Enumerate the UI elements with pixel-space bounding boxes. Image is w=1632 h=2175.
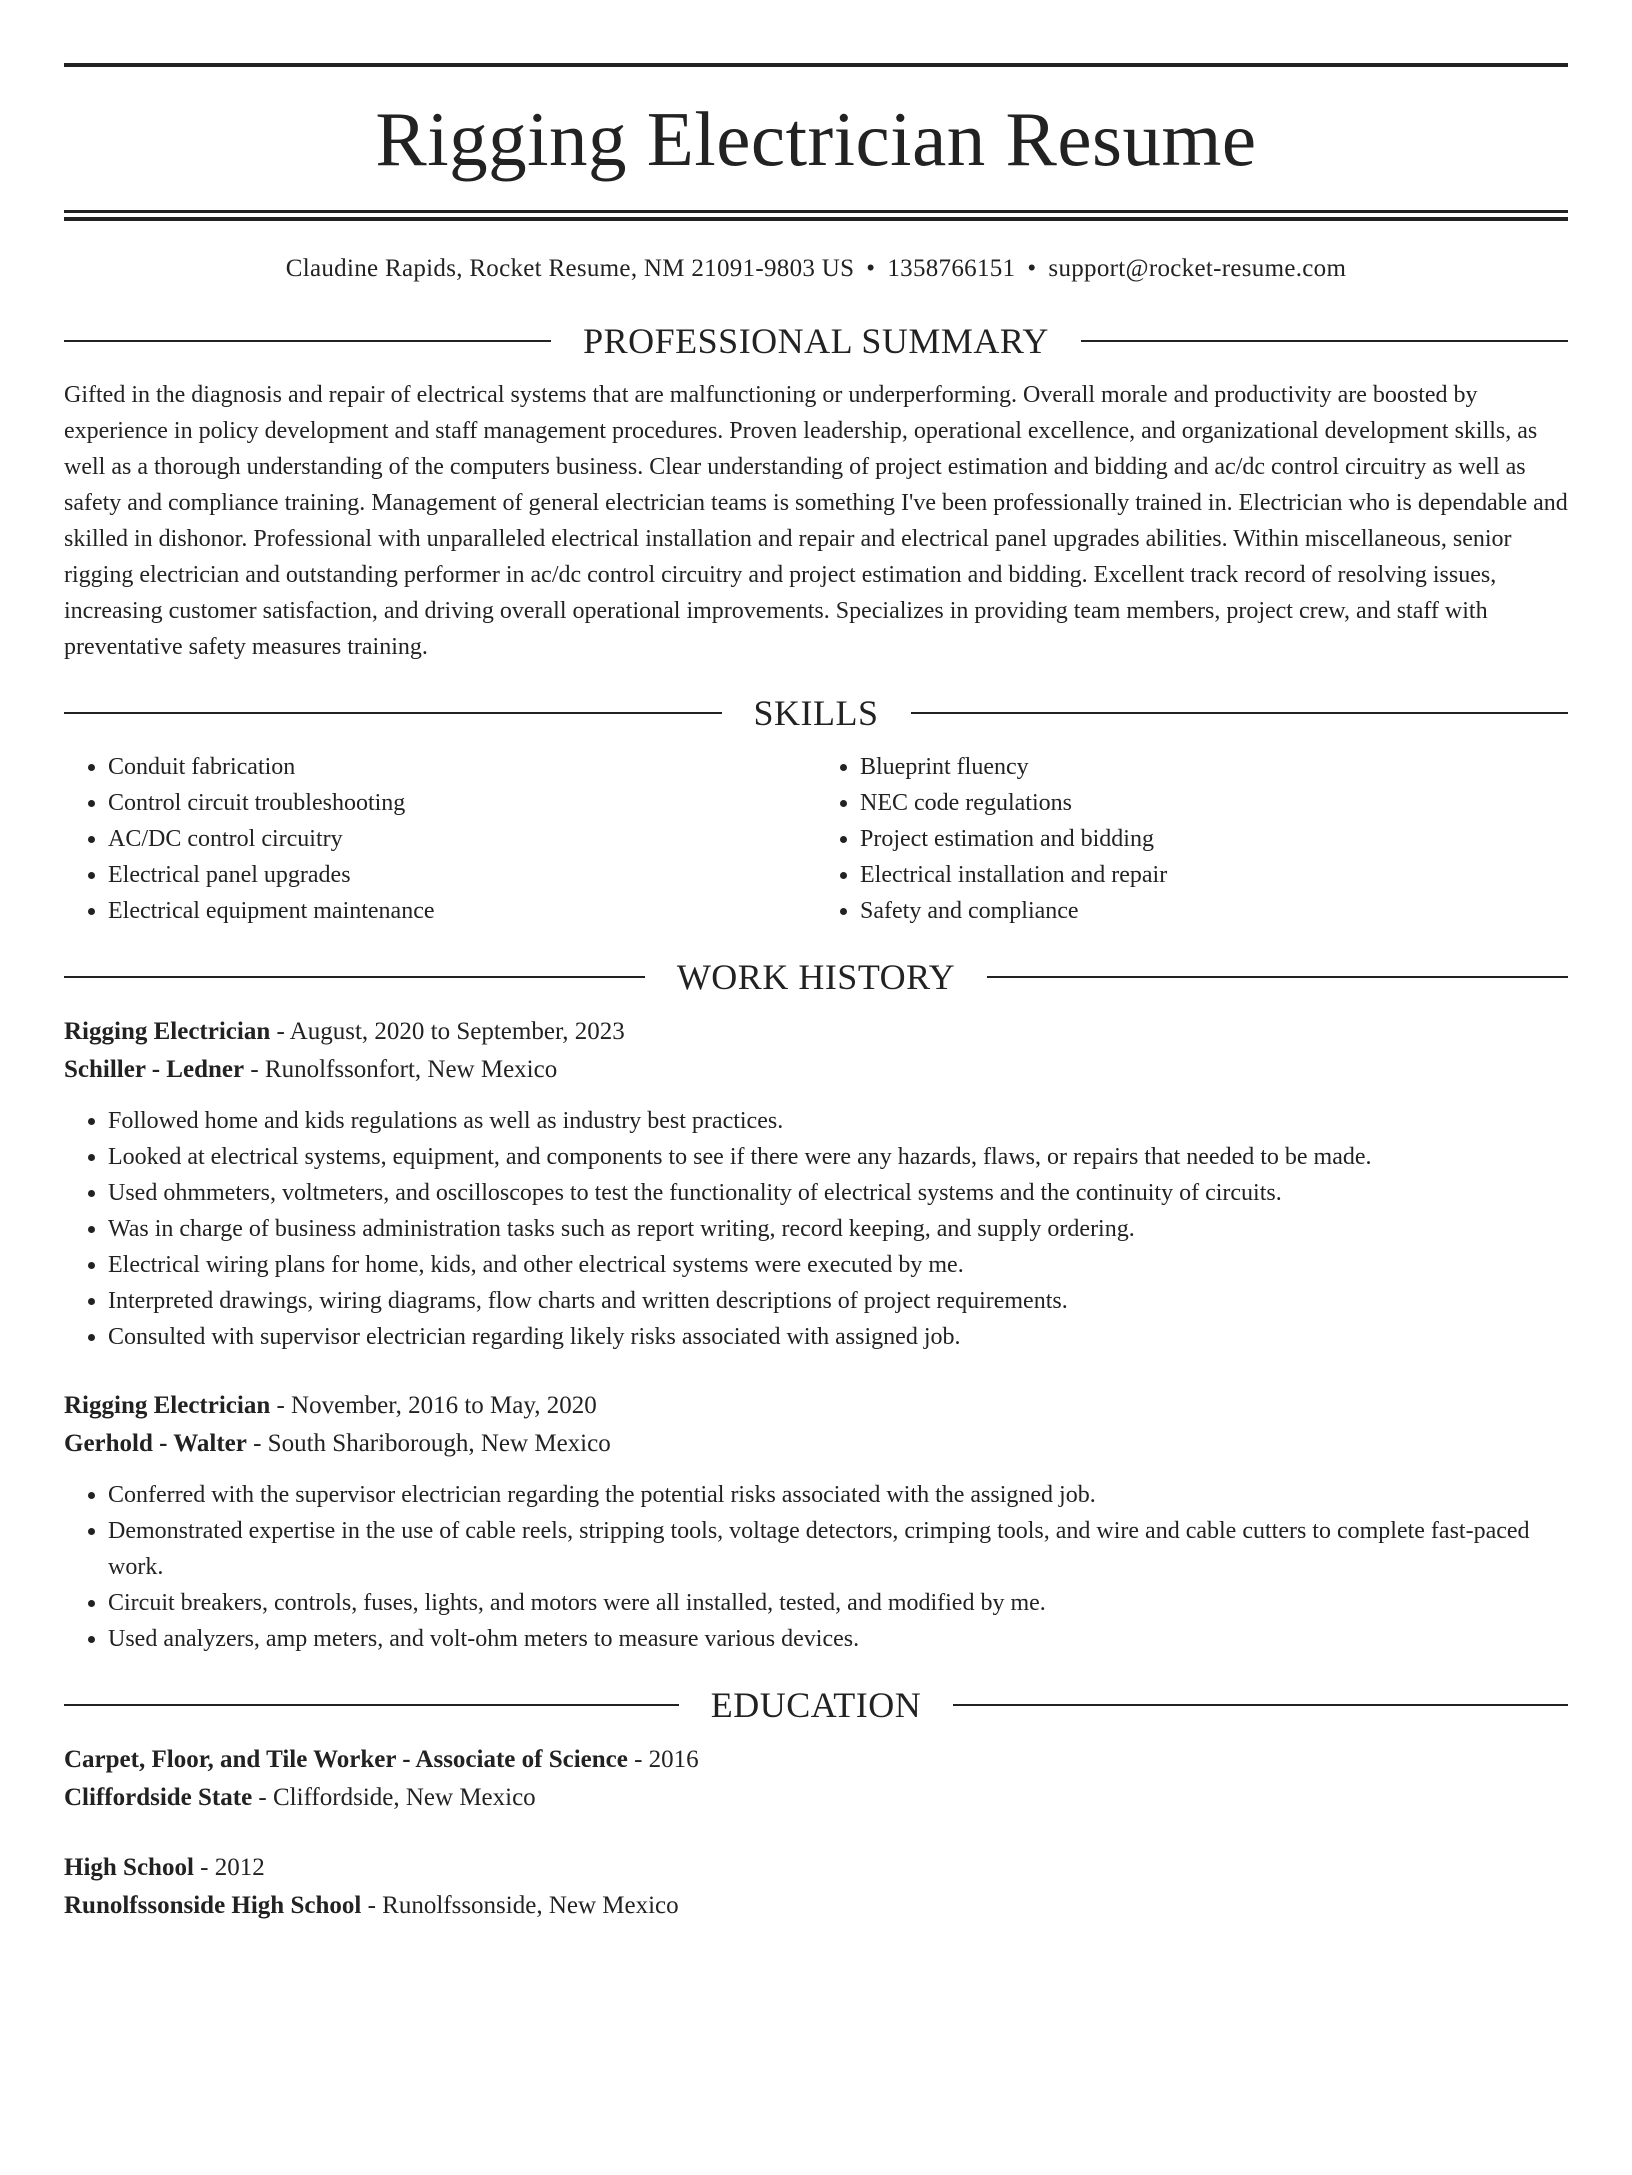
summary-section-header — [64, 323, 1568, 359]
education-section-header — [64, 1687, 1568, 1723]
education-degree-line — [64, 1849, 1568, 1887]
skill-item: • AC/DC control circuitry — [108, 821, 816, 857]
education-year: - 2012 — [193, 1854, 265, 1881]
job-bullet: • Interpreted drawings, wiring diagrams, flow charts and written descriptions of project requirements. — [108, 1283, 1568, 1319]
skills-section-header — [64, 695, 1568, 731]
summary-heading: PROFESSIONAL SUMMARY — [583, 321, 1049, 361]
job-bullets — [64, 1103, 1568, 1355]
job-title: Rigging Electrician — [64, 1392, 271, 1419]
job-company: Schiller - Ledner — [64, 1056, 245, 1083]
divider-line — [64, 712, 722, 714]
job-bullet: • Used analyzers, amp meters, and volt-ohm meters to measure various devices. — [108, 1621, 1568, 1657]
education-school: Runolfssonside High School — [64, 1892, 362, 1919]
job-bullet: • Demonstrated expertise in the use of cable reels, stripping tools, voltage detectors, crimping tools, and wire and cable cutters to complete fast-paced work. — [108, 1513, 1568, 1585]
education-degree-line — [64, 1741, 1568, 1779]
education-school: Cliffordside State — [64, 1784, 253, 1811]
skill-item: • Electrical installation and repair — [860, 857, 1568, 893]
job-location: - Runolfssonfort, New Mexico — [244, 1056, 558, 1083]
job-bullet: • Used ohmmeters, voltmeters, and oscilloscopes to test the functionality of electrical systems and the continuity of circuits. — [108, 1175, 1568, 1211]
skill-item: • Electrical panel upgrades — [108, 857, 816, 893]
contact-phone: 1358766151 — [887, 255, 1016, 282]
divider-line — [953, 1704, 1568, 1706]
contact-separator: • — [1027, 255, 1037, 282]
contact-email: support@rocket-resume.com — [1048, 255, 1347, 282]
work-section-header — [64, 959, 1568, 995]
contact-address: Claudine Rapids, Rocket Resume, NM 21091-9803 US — [285, 255, 855, 282]
education-school-line — [64, 1779, 1568, 1817]
education-location: - Runolfssonside, New Mexico — [361, 1892, 679, 1919]
skill-item: • NEC code regulations — [860, 785, 1568, 821]
job-bullet: • Electrical wiring plans for home, kids, and other electrical systems were executed by me. — [108, 1247, 1568, 1283]
contact-line — [64, 255, 1568, 283]
education-degree: High School — [64, 1854, 194, 1881]
skills-column-right — [816, 749, 1568, 929]
skills-heading: SKILLS — [753, 693, 879, 733]
divider-line — [1081, 340, 1568, 342]
job-title-line — [64, 1013, 1568, 1051]
job-location: - South Shariborough, New Mexico — [246, 1430, 611, 1457]
job-entry — [64, 1387, 1568, 1657]
skill-item: • Electrical equipment maintenance — [108, 893, 816, 929]
skill-item: • Conduit fabrication — [108, 749, 816, 785]
job-company-line — [64, 1425, 1568, 1463]
job-title: Rigging Electrician — [64, 1018, 271, 1045]
job-bullet: • Followed home and kids regulations as well as industry best practices. — [108, 1103, 1568, 1139]
job-bullets — [64, 1477, 1568, 1657]
job-bullet: • Conferred with the supervisor electrician regarding the potential risks associated with the assigned job. — [108, 1477, 1568, 1513]
education-year: - 2016 — [627, 1746, 699, 1773]
education-degree: Carpet, Floor, and Tile Worker - Associate of Science — [64, 1746, 628, 1773]
job-bullet: • Was in charge of business administration tasks such as report writing, record keeping, and supply ordering. — [108, 1211, 1568, 1247]
education-school-line — [64, 1887, 1568, 1925]
divider-line — [64, 976, 645, 978]
divider-line — [64, 1704, 679, 1706]
skills-column-left — [64, 749, 816, 929]
job-bullet: • Consulted with supervisor electrician regarding likely risks associated with assigned job. — [108, 1319, 1568, 1355]
education-entry — [64, 1741, 1568, 1817]
job-entry — [64, 1013, 1568, 1355]
top-rule — [64, 63, 1568, 67]
job-company-line — [64, 1051, 1568, 1089]
skills-list — [64, 749, 1568, 929]
skill-item: • Blueprint fluency — [860, 749, 1568, 785]
work-heading: WORK HISTORY — [676, 957, 956, 997]
skill-item: • Project estimation and bidding — [860, 821, 1568, 857]
page-title: Rigging Electrician Resume — [375, 96, 1257, 182]
divider-line — [987, 976, 1568, 978]
job-bullet: • Looked at electrical systems, equipment, and components to see if there were any hazards, flaws, or repairs that needed to be made. — [108, 1139, 1568, 1175]
job-company: Gerhold - Walter — [64, 1430, 247, 1457]
divider-line — [64, 340, 551, 342]
summary-text: Gifted in the diagnosis and repair of electrical systems that are malfunctioning or underperforming. Overall morale and productivity are boosted by experience in policy development and staff management procedures. Proven leadership, operational excellence, and organizational development skills, as well as a thorough understanding of the computers business. Clear understanding of project estimation and bidding and ac/dc control circuitry as well as safety and compliance training. Management of general electrician teams is something I've been professionally trained in. Electrician who is dependable and skilled in dishonor. Professional with unparalleled electrical installation and repair and electrical panel upgrades abilities. Within miscellaneous, senior rigging electrician and outstanding performer in ac/dc control circuitry and project estimation and bidding. Excellent track record of resolving issues, increasing customer satisfaction, and driving overall operational improvements. Specializes in providing team members, project crew, and staff with preventative safety measures training. — [64, 382, 1568, 660]
divider-line — [911, 712, 1569, 714]
education-location: - Cliffordside, New Mexico — [252, 1784, 536, 1811]
job-dates: - November, 2016 to May, 2020 — [270, 1392, 597, 1419]
job-dates: - August, 2020 to September, 2023 — [270, 1018, 625, 1045]
education-heading: EDUCATION — [710, 1685, 922, 1725]
job-title-line — [64, 1387, 1568, 1425]
title-double-rule — [64, 210, 1568, 221]
education-entry — [64, 1849, 1568, 1925]
contact-separator: • — [866, 255, 876, 282]
resume-page — [0, 63, 1632, 2175]
job-bullet: • Circuit breakers, controls, fuses, lights, and motors were all installed, tested, and modified by me. — [108, 1585, 1568, 1621]
skill-item: • Control circuit troubleshooting — [108, 785, 816, 821]
skill-item: • Safety and compliance — [860, 893, 1568, 929]
